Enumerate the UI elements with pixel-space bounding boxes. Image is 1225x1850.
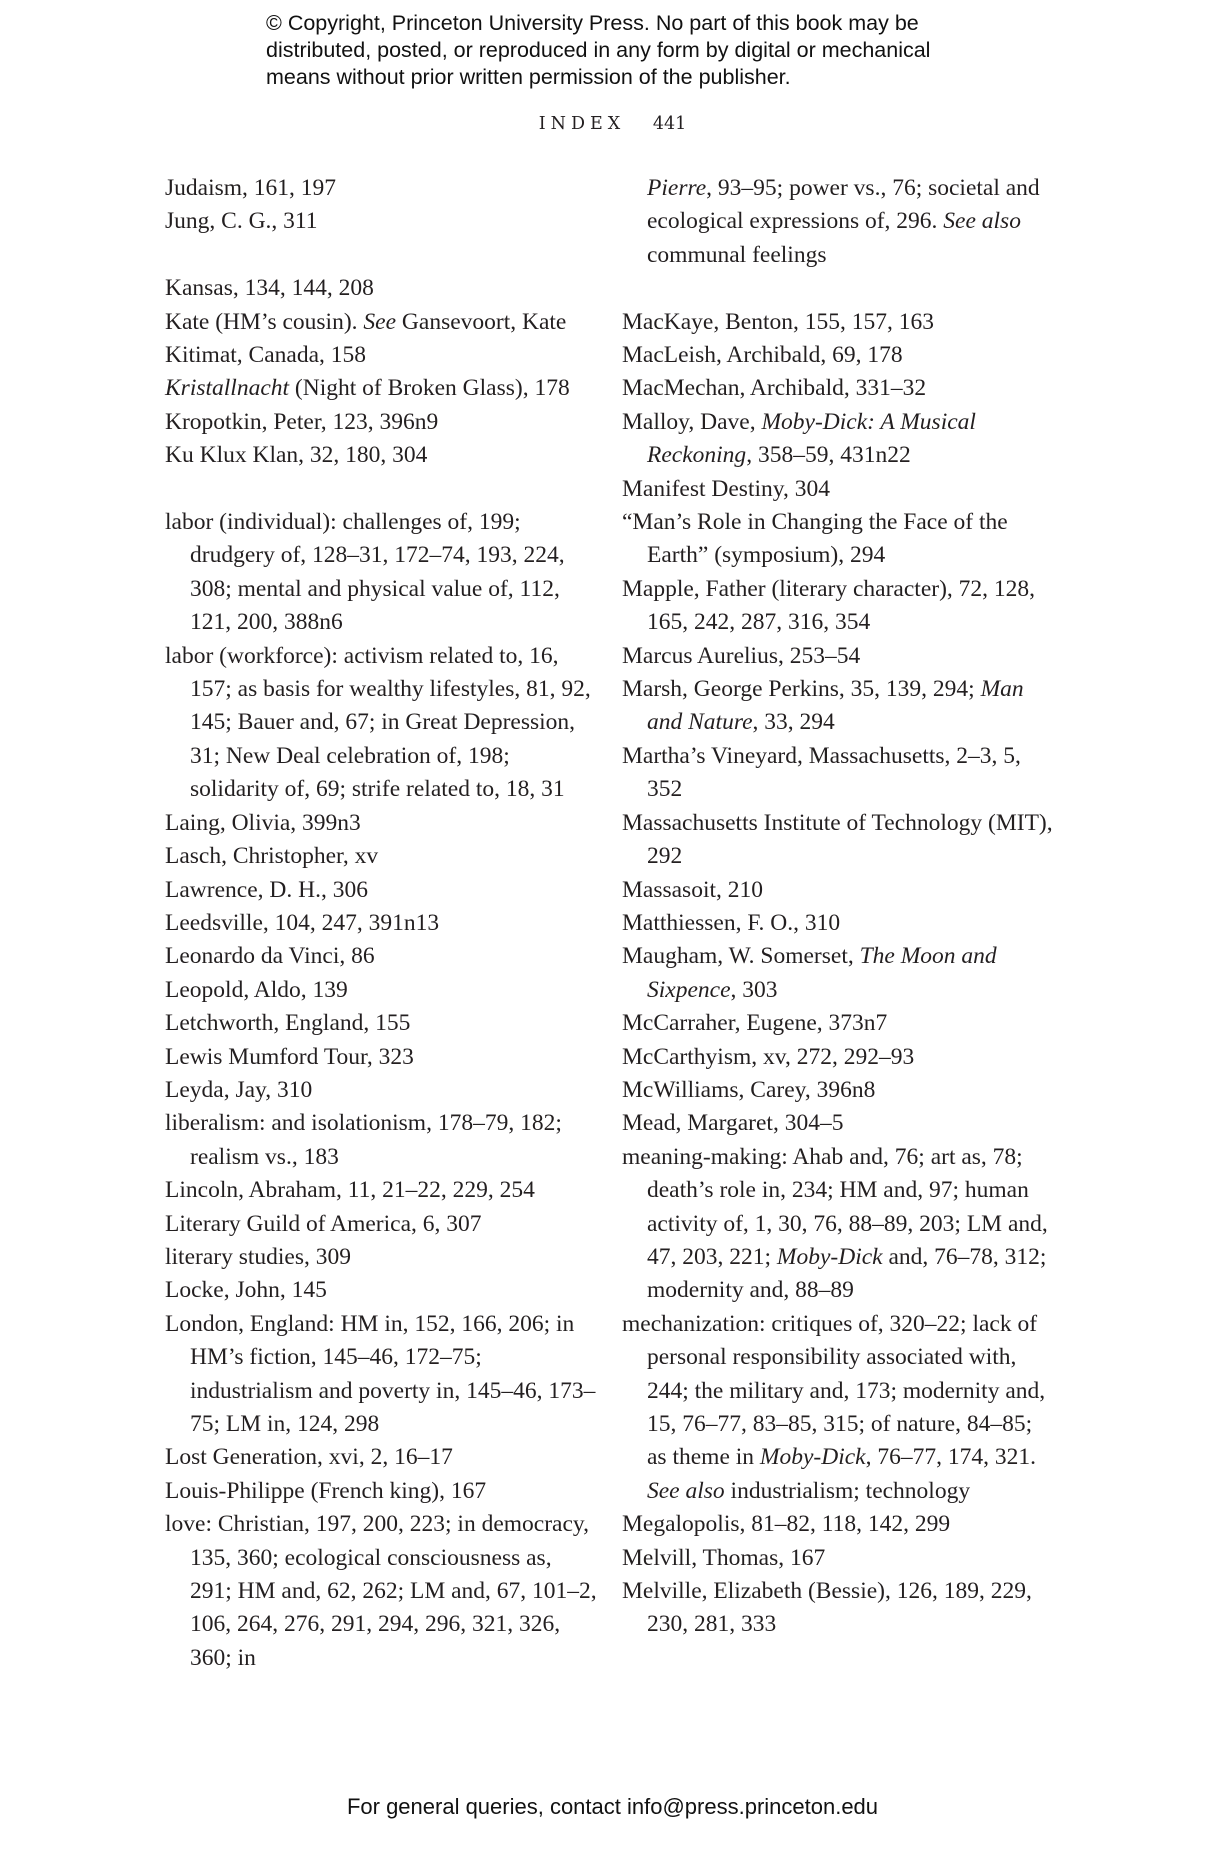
index-entry: [165, 1041, 597, 1074]
index-entry: [165, 1475, 597, 1508]
index-entry: [165, 306, 597, 339]
index-entry-text: Lawrence, D. H., 306: [165, 876, 368, 903]
index-entry: [622, 807, 1054, 874]
index-entry-text: Letchworth, England, 155: [165, 1010, 411, 1037]
index-entry-text: McCarraher, Eugene, 373n7: [622, 1010, 888, 1037]
index-column-right: [622, 172, 1054, 1642]
index-entry-italic-text: Moby-Dick: A Musical Reckoning: [647, 408, 976, 469]
index-entry-text: , 33, 294: [752, 709, 835, 736]
index-entry-text: industrialism; technology: [724, 1477, 971, 1504]
index-entry-italic-text: Man and Nature: [647, 676, 1024, 736]
index-entry-text: Kitimat, Canada, 158: [165, 342, 367, 369]
index-entry-text: Lewis Mumford Tour, 323: [165, 1043, 414, 1070]
index-entry-italic-text: Moby-Dick: [759, 1444, 866, 1471]
index-entry: [622, 573, 1054, 640]
index-entry: [165, 172, 597, 205]
index-entry: [165, 1174, 597, 1207]
index-entry-text: mechanization: critiques of, 320–22; lack of personal responsibility associated with, 244; the military and, 173; modernity and, 15, 76–77, 83–85, 315; of nature, 84–85; as theme in: [622, 1310, 1046, 1471]
index-entry: [622, 1107, 1054, 1140]
index-entry-text: Massachusetts Institute of Technology (MIT), 292: [622, 809, 1053, 870]
index-entry-text: Jung, C. G., 311: [165, 208, 318, 235]
index-entry-text: Ku Klux Klan, 32, 180, 304: [165, 442, 428, 469]
index-entry: [165, 1208, 597, 1241]
index-entry-text: Massasoit, 210: [622, 876, 763, 903]
index-entry-text: Melvill, Thomas, 167: [622, 1544, 826, 1571]
index-entry-text: Louis-Philippe (French king), 167: [165, 1477, 487, 1504]
index-entry-text: Locke, John, 145: [165, 1277, 327, 1304]
index-entry: [165, 439, 597, 472]
index-entry: [165, 640, 597, 807]
index-entry: [165, 840, 597, 873]
index-entry: [165, 1007, 597, 1040]
index-entry: [165, 1074, 597, 1107]
index-entry-text: meaning-making: Ahab and, 76; art as, 78; death’s role in, 234; HM and, 97; human activity of, 1, 30, 76, 88–89, 203; LM and, 47, 203, 221;: [622, 1143, 1048, 1270]
index-entry-text: Lost Generation, xvi, 2, 16–17: [165, 1444, 453, 1471]
index-entry: [165, 1274, 597, 1307]
index-entry: [622, 172, 1054, 272]
index-entry: [165, 940, 597, 973]
index-entry-text: Lasch, Christopher, xv: [165, 843, 379, 870]
index-entry: [622, 1308, 1054, 1508]
index-entry-text: Gansevoort, Kate: [396, 308, 567, 335]
index-entry-text: McWilliams, Carey, 396n8: [622, 1076, 876, 1103]
index-entry-text: Matthiessen, F. O., 310: [622, 909, 841, 936]
index-entry: [622, 473, 1054, 506]
index-entry: [622, 506, 1054, 573]
index-entry: [165, 1508, 597, 1675]
index-entry: [622, 940, 1054, 1007]
index-entry-text: labor (workforce): activism related to, 16, 157; as basis for wealthy lifestyles, 81, 92, 145; Bauer and, 67; in Great Depression, 31; New Deal celebration of, 198; solidarity of, 69; strife related to, 18, 31: [165, 642, 591, 803]
index-entry: [165, 974, 597, 1007]
index-entry-text: London, England: HM in, 152, 166, 206; in HM’s fiction, 145–46, 172–75; industrialism and poverty in, 145–46, 173–75; LM in, 124, 298: [165, 1310, 596, 1437]
index-entry-text: MacKaye, Benton, 155, 157, 163: [622, 308, 934, 335]
index-entry-italic-text: See also: [943, 208, 1021, 235]
index-entry-text: Leyda, Jay, 310: [165, 1076, 313, 1103]
index-entry-text: Leedsville, 104, 247, 391n13: [165, 909, 440, 936]
index-entry: [622, 1041, 1054, 1074]
index-entry: [622, 1508, 1054, 1541]
index-entry: [165, 874, 597, 907]
index-entry-text: Judaism, 161, 197: [165, 175, 337, 201]
index-entry-text: Lincoln, Abraham, 11, 21–22, 229, 254: [165, 1177, 535, 1204]
index-entry-text: Manifest Destiny, 304: [622, 475, 830, 502]
index-entry: [622, 1575, 1054, 1642]
running-head-label: INDEX: [538, 114, 626, 134]
index-entry-text: MacLeish, Archibald, 69, 178: [622, 342, 903, 369]
index-entry: [622, 306, 1054, 339]
index-entry: [165, 406, 597, 439]
index-entry-italic-text: See also: [647, 1477, 725, 1504]
index-entry-text: “Man’s Role in Changing the Face of the Earth” (symposium), 294: [622, 509, 1008, 569]
index-entry: [165, 907, 597, 940]
index-entry-italic-text: The Moon and Sixpence: [647, 943, 997, 1003]
index-entry: [622, 1007, 1054, 1040]
index-entry-text: McCarthyism, xv, 272, 292–93: [622, 1043, 915, 1070]
index-entry-text: Leonardo da Vinci, 86: [165, 943, 375, 970]
index-entry-text: Kropotkin, Peter, 123, 396n9: [165, 408, 439, 435]
index-entry-text: Melville, Elizabeth (Bessie), 126, 189, 229, 230, 281, 333: [622, 1578, 1032, 1638]
index-entry-text: labor (individual): challenges of, 199; drudgery of, 128–31, 172–74, 193, 224, 308; mental and physical value of, 112, 121, 200, 388n6: [165, 509, 565, 636]
index-entry: [622, 673, 1054, 740]
index-entry-text: liberalism: and isolationism, 178–79, 182; realism vs., 183: [165, 1110, 562, 1170]
index-entry-text: , 303: [730, 976, 778, 1003]
index-entry: [622, 907, 1054, 940]
index-entry: [165, 1107, 597, 1174]
copyright-line: © Copyright, Princeton University Press. No part of this book may be: [266, 11, 919, 35]
index-entry-text: and, 76–78, 312; modernity and, 88–89: [647, 1243, 1047, 1304]
index-entry-text: Malloy, Dave,: [622, 408, 762, 435]
index-entry: [622, 1074, 1054, 1107]
copyright-line: distributed, posted, or reproduced in any form by digital or mechanical: [266, 38, 931, 62]
index-entry-text: (Night of Broken Glass), 178: [289, 375, 570, 402]
index-entry: [622, 406, 1054, 473]
index-entry-text: love: Christian, 197, 200, 223; in democracy, 135, 360; ecological consciousness as, 291; HM and, 62, 262; LM and, 67, 101–2, 106, 264, 276, 291, 294, 296, 321, 326, 360; in: [165, 1511, 597, 1671]
index-column-left: [165, 172, 597, 1675]
index-entry: [165, 1441, 597, 1474]
index-entry-text: Maugham, W. Somerset,: [622, 943, 860, 970]
index-entry-text: Literary Guild of America, 6, 307: [165, 1210, 482, 1237]
index-entry-text: , 76–77, 174, 321.: [865, 1444, 1036, 1471]
index-entry-text: Megalopolis, 81–82, 118, 142, 299: [622, 1511, 951, 1538]
index-entry-italic-text: Kristallnacht: [165, 375, 290, 402]
index-entry-text: Marcus Aurelius, 253–54: [622, 642, 861, 669]
index-entry-text: , 358–59, 431n22: [746, 442, 911, 469]
index-entry: [622, 339, 1054, 372]
index-entry: [622, 1542, 1054, 1575]
footer-contact: For general queries, contact info@press.princeton.edu: [346, 1794, 879, 1819]
index-entry-text: Leopold, Aldo, 139: [165, 976, 348, 1003]
index-entry: [165, 506, 597, 640]
index-entry-italic-text: See: [363, 308, 397, 335]
index-entry: [622, 640, 1054, 673]
page-number: 441: [652, 114, 687, 134]
index-entry-text: Kate (HM’s cousin).: [165, 308, 364, 335]
index-entry: [622, 740, 1054, 807]
index-entry-text: Mapple, Father (literary character), 72, 128, 165, 242, 287, 316, 354: [622, 575, 1036, 636]
index-entry-italic-text: Moby-Dick: [776, 1243, 883, 1270]
index-entry: [622, 874, 1054, 907]
index-entry: [165, 272, 597, 305]
index-entry: [165, 807, 597, 840]
index-entry-text: Kansas, 134, 144, 208: [165, 275, 374, 302]
index-entry-text: Martha’s Vineyard, Massachusetts, 2–3, 5, 352: [622, 742, 1021, 803]
copyright-line: means without prior written permission of the publisher.: [266, 65, 791, 89]
index-entry: [165, 372, 597, 405]
index-entry-text: literary studies, 309: [165, 1243, 352, 1270]
index-entry: [165, 205, 597, 238]
index-entry-text: communal feelings: [647, 241, 827, 268]
index-entry: [165, 339, 597, 372]
index-entry: [622, 372, 1054, 405]
index-entry-text: Marsh, George Perkins, 35, 139, 294;: [622, 676, 981, 703]
running-head: [0, 114, 1225, 134]
index-entry-text: MacMechan, Archibald, 331–32: [622, 375, 927, 402]
index-entry-text: , 93–95; power vs., 76; societal and ecological expressions of, 296.: [647, 175, 1040, 235]
index-entry: [165, 1241, 597, 1274]
index-entry-text: Laing, Olivia, 399n3: [165, 809, 361, 836]
index-entry: [622, 1141, 1054, 1308]
copyright-notice: [266, 10, 986, 91]
index-entry-italic-text: Pierre: [647, 175, 707, 201]
index-entry-text: Mead, Margaret, 304–5: [622, 1110, 844, 1137]
index-entry: [165, 1308, 597, 1442]
